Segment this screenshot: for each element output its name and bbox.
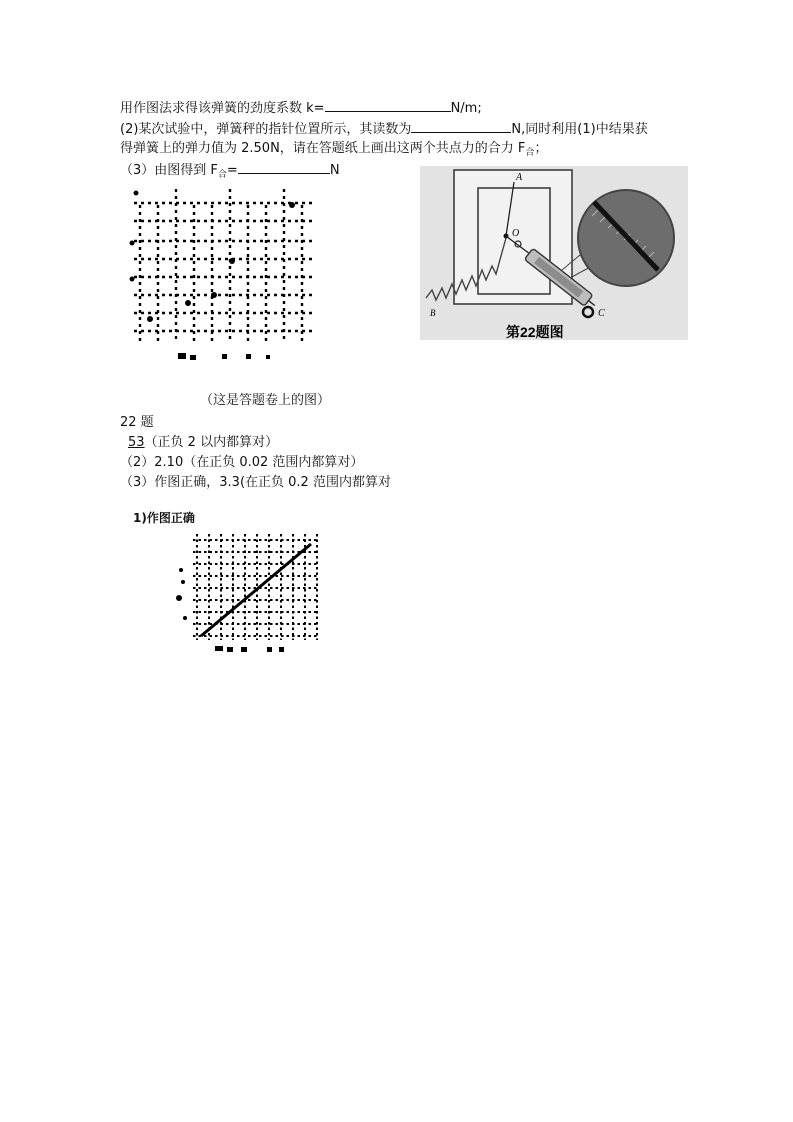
answer-sheet-grid-figure xyxy=(128,183,318,363)
question-text-k: 用作图法求得该弹簧的劲度系数 k= xyxy=(120,101,325,116)
answer-2: （2）2.10（在正负 0.02 范围内都算对） xyxy=(120,455,364,470)
question-text-resultant: 得弹簧上的弹力值为 2.50N，请在答题纸上画出这两个共点力的合力 F xyxy=(120,141,526,156)
subscript-he-2: 合 xyxy=(217,170,227,180)
answer-graph xyxy=(175,530,320,658)
answer-sheet-caption: （这是答题卷上的图） xyxy=(200,393,331,408)
subscript-he: 合 xyxy=(525,148,535,158)
photo-caption: 第22题图 xyxy=(506,324,564,340)
answer-1-note: （正负 2 以内都算对） xyxy=(144,435,279,450)
question-line-3 xyxy=(120,140,547,159)
unit-k: N/m; xyxy=(450,101,482,116)
label-a: A xyxy=(516,172,523,183)
answers-title: 22 题 xyxy=(120,415,154,430)
question-text-reading: (2)某次试验中，弹簧秤的指针位置所示，其读数为 xyxy=(120,122,412,137)
label-c: C xyxy=(598,308,605,319)
question-line-2 xyxy=(120,119,648,139)
question-text-end: ； xyxy=(534,141,548,156)
experiment-photo xyxy=(420,166,688,340)
answer-1-value: 53 xyxy=(128,435,145,450)
answer-3: （3）作图正确，3.3(在正负 0.2 范围内都算对 xyxy=(120,475,391,490)
answer-graph-label: 1)作图正确 xyxy=(133,511,195,525)
unit-n: N xyxy=(329,163,340,178)
label-o: O xyxy=(512,228,520,239)
question-text-part3: （3）由图得到 F xyxy=(120,163,218,178)
answer-1 xyxy=(128,434,278,452)
question-line-1 xyxy=(120,98,482,118)
question-text-reading-after: N,同时利用(1)中结果获 xyxy=(511,122,648,137)
answer-blank-k[interactable] xyxy=(325,98,451,112)
label-b: B xyxy=(430,308,436,318)
answer-blank-reading[interactable] xyxy=(411,119,511,133)
question-line-4 xyxy=(120,160,340,181)
answer-blank-f[interactable] xyxy=(238,160,330,174)
equals-sign: = xyxy=(226,163,238,178)
